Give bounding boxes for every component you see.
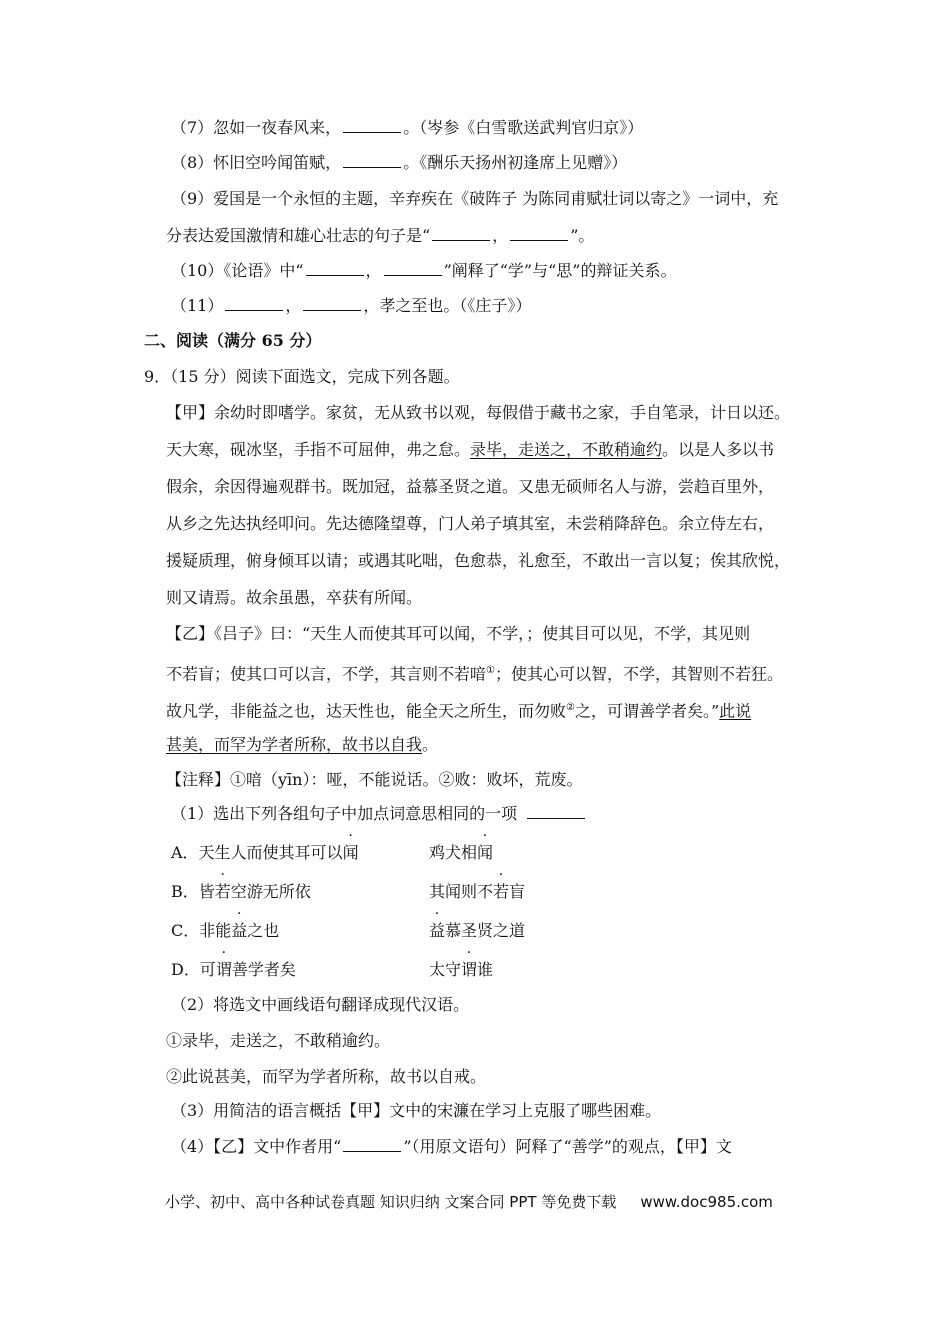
quote-end: ”。 [570, 226, 595, 245]
dotted-word: 益 [429, 921, 446, 940]
option-text: D．可 [171, 960, 216, 979]
passage-text: ；使其心可以智，不学，其智则不若狂。 [494, 664, 783, 684]
sub-question-4 [171, 1137, 732, 1157]
option-b-left[interactable] [171, 882, 311, 902]
passage-yi-line [166, 698, 751, 721]
poem-8-text: （8）怀旧空吟闻笛赋， [171, 153, 342, 172]
sub-question-2: （2）将选文中画线语句翻译成现代汉语。 [171, 995, 470, 1014]
poem-line-9: （9）爱国是一个永恒的主题，辛弃疾在《破阵子 为陈同甫赋壮词以寄之》一词中，充 [171, 189, 779, 208]
passage-text: 故凡学，非能益之也，达天性也，能全天之所生，而勿败 [166, 701, 567, 721]
passage-text: 之，可谓善学者矣。” [574, 701, 720, 721]
passage-jia-line: 假余，余因得遍观群书。既加冠，益慕圣贤之道。又患无硕师名人与游，尝趋百里外， [166, 477, 775, 496]
option-c-right [429, 921, 525, 941]
poem-line-7 [171, 118, 643, 138]
answer-blank[interactable] [527, 804, 585, 819]
answer-blank[interactable] [510, 226, 568, 241]
sub-question-3: （3）用简洁的语言概括【甲】文中的宋濂在学习上克服了哪些困难。 [171, 1101, 662, 1120]
answer-blank[interactable] [432, 226, 490, 241]
passage-text: 不若盲；使其口可以言，不学，其言则不若喑 [166, 664, 487, 684]
dotted-word: 闻 [477, 843, 494, 862]
option-text: 其闻则不 [429, 882, 494, 901]
dotted-word: 闻 [342, 843, 359, 862]
answer-blank[interactable] [343, 1137, 401, 1152]
comma: ， [492, 226, 509, 245]
passage-jia-line: 【甲】余幼时即嗜学。家贫，无从致书以观，每假借于藏书之家，手自笔录，计日以还。 [166, 403, 791, 422]
poem-11-num: （11） [171, 296, 224, 315]
passage-text: 。以是人多以书 [662, 440, 775, 459]
poem-line-10 [171, 261, 676, 281]
dotted-word: 谓 [461, 960, 478, 979]
sub-question-1 [171, 804, 587, 824]
comma: ， [285, 296, 302, 315]
poem-7-text: （7）忽如一夜春风来， [171, 118, 342, 137]
translation-item-2: ②此说甚美，而罕为学者所称，故书以自戒。 [166, 1067, 487, 1086]
answer-blank[interactable] [225, 296, 283, 311]
underlined-sentence: 甚美，而罕为学者所称，故书以自我 [166, 735, 423, 754]
underlined-sentence: 此说 [719, 701, 752, 721]
option-a-left[interactable] [171, 843, 359, 863]
passage-jia-line: 则又请焉。故余虽愚，卒获有所闻。 [166, 588, 423, 607]
poem-9-text: 分表达爱国激情和雄心壮志的句子是“ [166, 226, 431, 245]
sub-question-text: （4）【乙】文中作者用“ [171, 1137, 342, 1156]
poem-7-source: 。（岑参《白雪歌送武判官归京》） [403, 118, 644, 137]
underlined-sentence: 录毕，走送之，不敢稍逾约 [470, 440, 663, 459]
option-text: A．天生人而使其耳可以 [171, 843, 343, 862]
option-d-right [429, 960, 493, 980]
poem-10-text: （10）《论语》中“ [171, 261, 304, 280]
dotted-word: 若 [493, 882, 510, 901]
passage-jia-line [166, 440, 774, 460]
option-text: 之也 [247, 921, 280, 940]
section-title: 二、阅读（满分 65 分） [144, 331, 322, 350]
option-text: 慕圣贤之道 [445, 921, 526, 940]
footnote-marker: ① [486, 665, 495, 676]
poem-10-tail: ”阐释了“学”与“思”的辩证关系。 [443, 261, 677, 280]
answer-blank[interactable] [343, 118, 401, 133]
passage-jia-line: 从乡之先达执经叩问。先达德隆望尊，门人弟子填其室，未尝稍降辞色。余立侍左右， [166, 514, 775, 533]
dotted-word: 谓 [215, 960, 232, 979]
poem-11-tail: ，孝之至也。（《庄子》） [363, 296, 532, 315]
dotted-word: 益 [231, 921, 248, 940]
passage-yi-line: 【乙】《吕子》曰：“天生人而使其耳可以闻，不学，；使其目可以见，不学，其见则 [166, 624, 751, 643]
poem-8-source: 。《酬乐天扬州初逢席上见赠》） [403, 153, 628, 172]
passage-yi-line [166, 661, 783, 684]
option-text: C．非能 [171, 921, 232, 940]
answer-blank[interactable] [303, 296, 361, 311]
footer-url[interactable]: www.doc985.com [640, 1193, 773, 1211]
option-d-left[interactable] [171, 960, 296, 980]
option-text: 盲 [509, 882, 526, 901]
footer-text: 小学、初中、高中各种试卷真题 知识归纳 文案合同 PPT 等免费下载 [165, 1193, 617, 1211]
page-footer [165, 1192, 773, 1212]
option-text: 鸡犬相 [429, 843, 478, 862]
option-text: 太守 [429, 960, 462, 979]
annotation: 【注释】①喑（yīn）：哑，不能说话。②败：败坏，荒废。 [166, 770, 583, 789]
option-text: 善学者矣 [231, 960, 296, 979]
translation-item-1: ①录毕，走送之，不敢稍逾约。 [166, 1031, 391, 1050]
option-c-left[interactable] [171, 921, 279, 941]
answer-blank[interactable] [384, 261, 442, 276]
passage-yi-line [166, 735, 438, 755]
comma: ， [365, 261, 382, 280]
answer-blank[interactable] [306, 261, 364, 276]
poem-line-11 [171, 296, 531, 316]
dotted-word: 若 [214, 882, 231, 901]
option-text: 谁 [477, 960, 494, 979]
sub-question-text: ”（用原文语句）阿释了“善学”的观点，【甲】文 [403, 1137, 732, 1156]
passage-text: 。 [422, 735, 439, 754]
passage-text: 天大寒，砚冰坚，手指不可屈伸，弗之怠。 [166, 440, 471, 459]
option-text: 空游无所依 [230, 882, 311, 901]
poem-line-8 [171, 153, 627, 173]
passage-jia-line: 援疑质理，俯身倾耳以请；或遇其叱咄，色愈恭，礼愈至，不敢出一言以复；俟其欣悦， [166, 551, 791, 570]
footnote-marker: ② [566, 702, 575, 713]
question-9-heading: 9．（15 分）阅读下面选文，完成下列各题。 [144, 367, 460, 386]
option-b-right [429, 882, 525, 902]
option-a-right [429, 843, 493, 863]
poem-line-9-cont [166, 226, 594, 246]
sub-question-text: （1）选出下列各组句子中加点词意思相同的一项 [171, 804, 518, 823]
answer-blank[interactable] [343, 153, 401, 168]
option-text: B．皆 [171, 882, 215, 901]
